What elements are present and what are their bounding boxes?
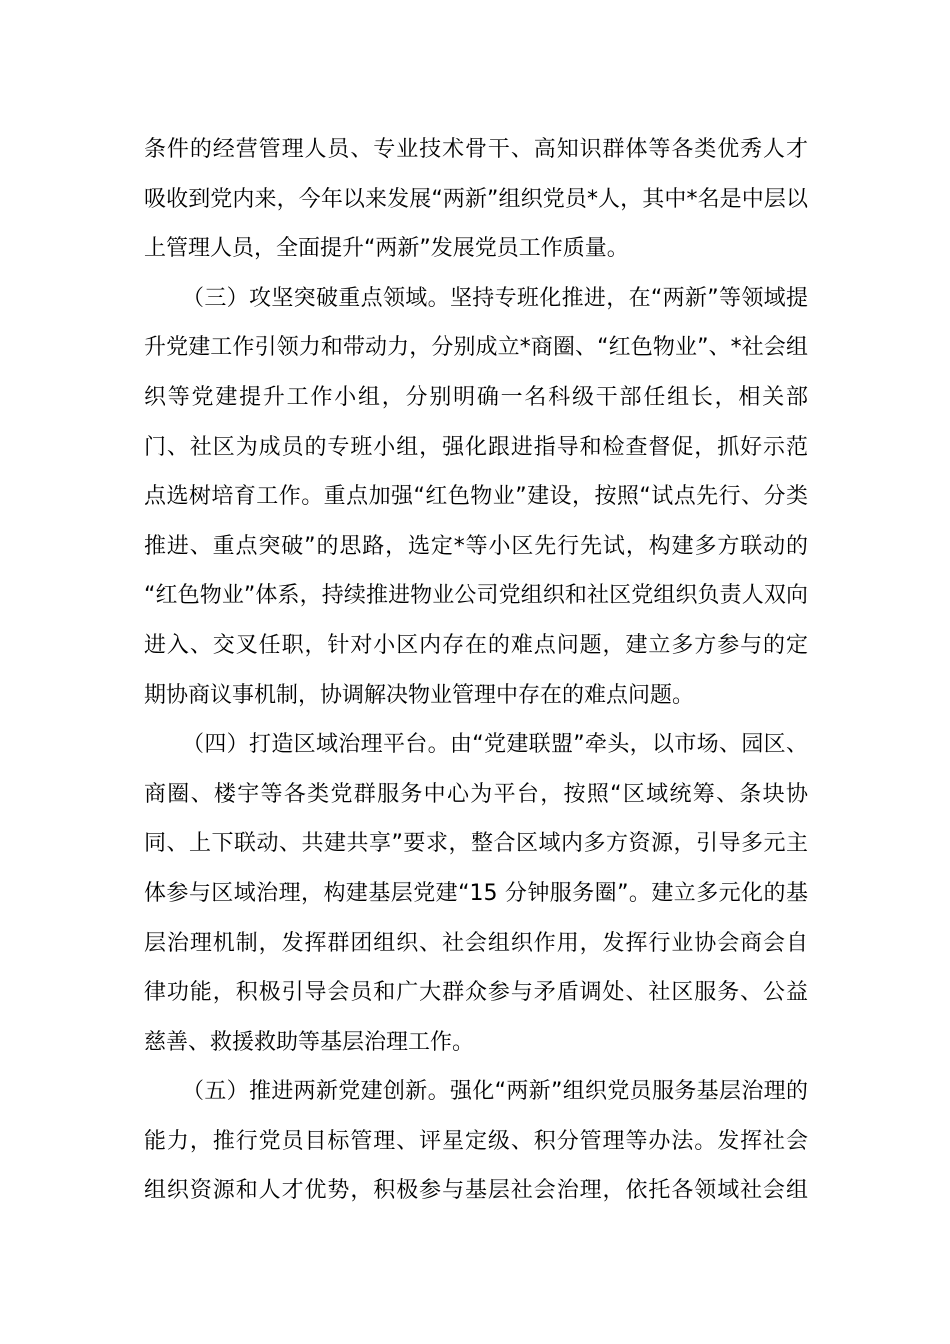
text-line: 上管理人员，全面提升“两新”发展党员工作质量。 bbox=[144, 236, 629, 262]
text-line: 商圈、楼宇等各类党群服务中心为平台，按照“区域统筹、条块协 bbox=[144, 781, 808, 807]
text-line: “红色物业”体系，持续推进物业公司党组织和社区党组织负责人双向 bbox=[144, 583, 808, 609]
text-line: 慈善、救援救助等基层治理工作。 bbox=[144, 1029, 475, 1055]
text-line: 律功能，积极引导会员和广大群众参与矛盾调处、社区服务、公益 bbox=[144, 980, 808, 1006]
paragraph-5 bbox=[144, 1067, 808, 1216]
text-line: 层治理机制，发挥群团组织、社会组织作用，发挥行业协会商会自 bbox=[144, 930, 808, 956]
text-line: 点选树培育工作。重点加强“红色物业”建设，按照“试点先行、分类 bbox=[144, 484, 808, 510]
text-line: （三）攻坚突破重点领域。坚持专班化推进，在“两新”等领域提 bbox=[182, 285, 808, 311]
text-line: 能力，推行党员目标管理、评星定级、积分管理等办法。发挥社会 bbox=[144, 1128, 808, 1154]
text-line: 组织资源和人才优势，积极参与基层社会治理，依托各领域社会组 bbox=[144, 1178, 808, 1204]
text-line: 进入、交叉任职，针对小区内存在的难点问题，建立多方参与的定 bbox=[144, 632, 808, 658]
text-line: 期协商议事机制，协调解决物业管理中存在的难点问题。 bbox=[144, 682, 695, 708]
text-line: 吸收到党内来，今年以来发展“两新”组织党员*人，其中*名是中层以 bbox=[144, 186, 808, 212]
text-line: 条件的经营管理人员、专业技术骨干、高知识群体等各类优秀人才 bbox=[144, 137, 808, 162]
paragraph-2-continued bbox=[144, 125, 808, 274]
text-line: 同、上下联动、共建共享”要求，整合区域内多方资源，引导多元主 bbox=[144, 831, 808, 857]
text-line: （四）打造区域治理平台。由“党建联盟”牵头，以市场、园区、 bbox=[182, 732, 808, 758]
text-line: 体参与区域治理，构建基层党建“15 分钟服务圈”。建立多元化的基 bbox=[144, 880, 808, 906]
paragraph-4 bbox=[144, 720, 808, 1067]
paragraph-3 bbox=[144, 274, 808, 720]
text-line: 推进、重点突破”的思路，选定*等小区先行先试，构建多方联动的 bbox=[144, 533, 808, 559]
document-body bbox=[144, 125, 808, 1216]
text-line: 门、社区为成员的专班小组，强化跟进指导和检查督促，抓好示范 bbox=[144, 434, 808, 460]
text-line: （五）推进两新党建创新。强化“两新”组织党员服务基层治理的 bbox=[182, 1079, 808, 1105]
text-line: 升党建工作引领力和带动力，分别成立*商圈、“红色物业”、*社会组 bbox=[144, 335, 808, 361]
text-line: 织等党建提升工作小组，分别明确一名科级干部任组长，相关部 bbox=[144, 384, 808, 410]
